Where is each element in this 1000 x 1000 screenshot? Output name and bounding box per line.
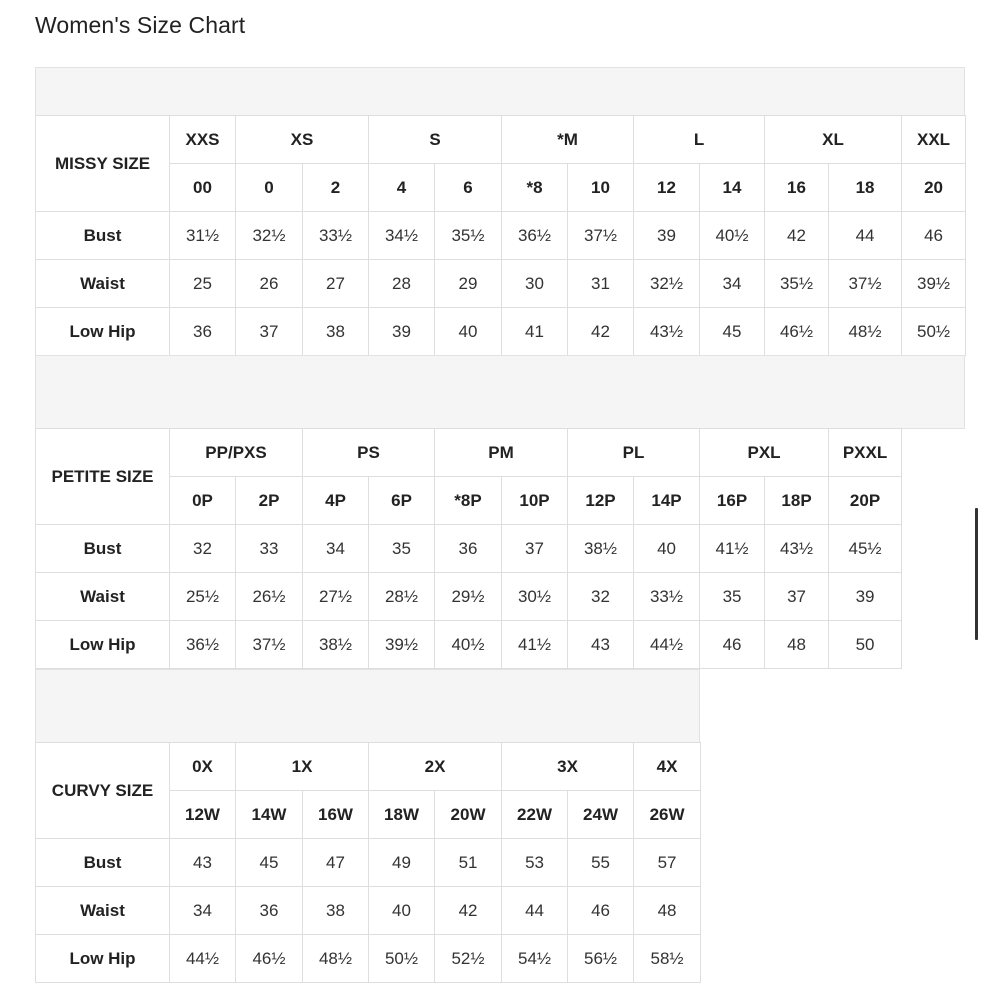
size-number: 22W [502,791,568,839]
measurement-value: 55 [568,839,634,887]
measurement-value: 32 [170,525,236,573]
measurement-value: 30 [502,260,568,308]
measurement-value: 44½ [170,935,236,983]
measurement-value: 41½ [502,621,568,669]
table-row [36,935,701,983]
measurement-label: Low Hip [36,621,170,669]
measurement-label: Waist [36,573,170,621]
size-number: 16P [700,477,765,525]
size-number: 18W [369,791,435,839]
measurement-value: 35 [369,525,435,573]
size-group-header: S [369,116,502,164]
measurement-value: 33½ [634,573,700,621]
measurement-value: 35½ [435,212,502,260]
size-group-header: 0X [170,743,236,791]
size-number: 14 [700,164,765,212]
measurement-label: Bust [36,525,170,573]
size-number: *8 [502,164,568,212]
size-group-header: 1X [236,743,369,791]
size-number: 0P [170,477,236,525]
measurement-value: 36½ [170,621,236,669]
table-row [36,839,701,887]
size-number: 10 [568,164,634,212]
measurement-value: 38 [303,887,369,935]
size-number: 20P [829,477,902,525]
measurement-value: 48 [765,621,829,669]
size-group-header: L [634,116,765,164]
size-number: 0 [236,164,303,212]
size-number: 16 [765,164,829,212]
measurement-value: 34 [303,525,369,573]
measurement-value: 48½ [303,935,369,983]
measurement-value: 47 [303,839,369,887]
scrollbar[interactable] [975,508,978,640]
section-divider [35,669,700,743]
measurement-value: 57 [634,839,701,887]
measurement-value: 46½ [236,935,303,983]
measurement-value: 54½ [502,935,568,983]
measurement-value: 39 [634,212,700,260]
measurement-value: 43½ [634,308,700,356]
measurement-value: 43 [170,839,236,887]
measurement-value: 44 [502,887,568,935]
size-group-header: XXL [902,116,966,164]
size-group-header: 3X [502,743,634,791]
measurement-label: Waist [36,260,170,308]
measurement-value: 25 [170,260,236,308]
size-number: 2P [236,477,303,525]
measurement-value: 26½ [236,573,303,621]
petite-size-table [35,428,902,669]
measurement-value: 34 [170,887,236,935]
measurement-value: 30½ [502,573,568,621]
size-number: 6P [369,477,435,525]
measurement-value: 39½ [902,260,966,308]
size-number: 00 [170,164,236,212]
measurement-value: 48½ [829,308,902,356]
measurement-value: 45 [236,839,303,887]
measurement-value: 29½ [435,573,502,621]
size-number: 14P [634,477,700,525]
measurement-value: 50 [829,621,902,669]
measurement-value: 43 [568,621,634,669]
measurement-value: 35½ [765,260,829,308]
size-group-header: XL [765,116,902,164]
size-number: 4P [303,477,369,525]
measurement-value: 34 [700,260,765,308]
measurement-value: 36 [435,525,502,573]
measurement-value: 46 [568,887,634,935]
measurement-value: 40½ [700,212,765,260]
measurement-value: 40 [634,525,700,573]
measurement-value: 45 [700,308,765,356]
size-group-header: 2X [369,743,502,791]
measurement-value: 31½ [170,212,236,260]
measurement-value: 33 [236,525,303,573]
measurement-value: 31 [568,260,634,308]
size-number: 4 [369,164,435,212]
measurement-value: 37½ [568,212,634,260]
size-group-header: PP/PXS [170,429,303,477]
table-row [36,573,902,621]
measurement-value: 34½ [369,212,435,260]
measurement-label: Waist [36,887,170,935]
measurement-value: 46 [700,621,765,669]
measurement-value: 37½ [829,260,902,308]
measurement-value: 44½ [634,621,700,669]
size-group-header: PL [568,429,700,477]
missy-size-label: MISSY SIZE [36,116,170,212]
measurement-value: 38 [303,308,369,356]
size-group-header: *M [502,116,634,164]
size-number: 26W [634,791,701,839]
table-row [36,887,701,935]
measurement-value: 36 [170,308,236,356]
measurement-value: 41½ [700,525,765,573]
size-number: 18 [829,164,902,212]
section-divider [35,67,965,116]
measurement-label: Low Hip [36,308,170,356]
measurement-value: 28 [369,260,435,308]
measurement-label: Bust [36,839,170,887]
measurement-value: 48 [634,887,701,935]
measurement-value: 39 [369,308,435,356]
measurement-value: 52½ [435,935,502,983]
size-number: 14W [236,791,303,839]
size-number: 20 [902,164,966,212]
measurement-value: 40½ [435,621,502,669]
measurement-value: 46 [902,212,966,260]
measurement-value: 40 [435,308,502,356]
measurement-value: 26 [236,260,303,308]
table-row [36,525,902,573]
measurement-value: 42 [568,308,634,356]
measurement-value: 45½ [829,525,902,573]
measurement-label: Bust [36,212,170,260]
measurement-value: 32½ [634,260,700,308]
size-number: 2 [303,164,369,212]
measurement-value: 42 [435,887,502,935]
size-number: 12P [568,477,634,525]
size-number: 12W [170,791,236,839]
measurement-value: 50½ [369,935,435,983]
size-number: 20W [435,791,502,839]
measurement-value: 33½ [303,212,369,260]
size-number: 18P [765,477,829,525]
measurement-value: 36 [236,887,303,935]
table-row [36,308,966,356]
measurement-value: 41 [502,308,568,356]
size-group-header: PXL [700,429,829,477]
measurement-value: 51 [435,839,502,887]
measurement-value: 43½ [765,525,829,573]
missy-size-table [35,115,966,356]
page-title: Women's Size Chart [35,12,246,38]
measurement-value: 35 [700,573,765,621]
measurement-value: 36½ [502,212,568,260]
size-group-header: PXXL [829,429,902,477]
measurement-value: 39 [829,573,902,621]
measurement-value: 38½ [568,525,634,573]
measurement-value: 29 [435,260,502,308]
measurement-value: 53 [502,839,568,887]
size-group-header: 4X [634,743,701,791]
measurement-value: 27½ [303,573,369,621]
measurement-value: 42 [765,212,829,260]
measurement-value: 37 [765,573,829,621]
size-number: 12 [634,164,700,212]
size-number: *8P [435,477,502,525]
size-group-header: XXS [170,116,236,164]
size-number: 10P [502,477,568,525]
table-row [36,212,966,260]
size-number: 16W [303,791,369,839]
measurement-value: 32 [568,573,634,621]
measurement-value: 38½ [303,621,369,669]
measurement-value: 39½ [369,621,435,669]
measurement-value: 46½ [765,308,829,356]
measurement-value: 37½ [236,621,303,669]
measurement-value: 50½ [902,308,966,356]
curvy-size-label: CURVY SIZE [36,743,170,839]
size-group-header: PS [303,429,435,477]
measurement-value: 27 [303,260,369,308]
table-row [36,260,966,308]
size-number: 6 [435,164,502,212]
petite-size-label: PETITE SIZE [36,429,170,525]
size-group-header: XS [236,116,369,164]
measurement-value: 28½ [369,573,435,621]
measurement-value: 44 [829,212,902,260]
measurement-label: Low Hip [36,935,170,983]
section-divider [35,355,965,429]
measurement-value: 37 [236,308,303,356]
table-row [36,621,902,669]
measurement-value: 40 [369,887,435,935]
size-number: 24W [568,791,634,839]
measurement-value: 56½ [568,935,634,983]
measurement-value: 58½ [634,935,701,983]
size-group-header: PM [435,429,568,477]
measurement-value: 25½ [170,573,236,621]
measurement-value: 32½ [236,212,303,260]
curvy-size-table [35,742,701,983]
measurement-value: 37 [502,525,568,573]
measurement-value: 49 [369,839,435,887]
